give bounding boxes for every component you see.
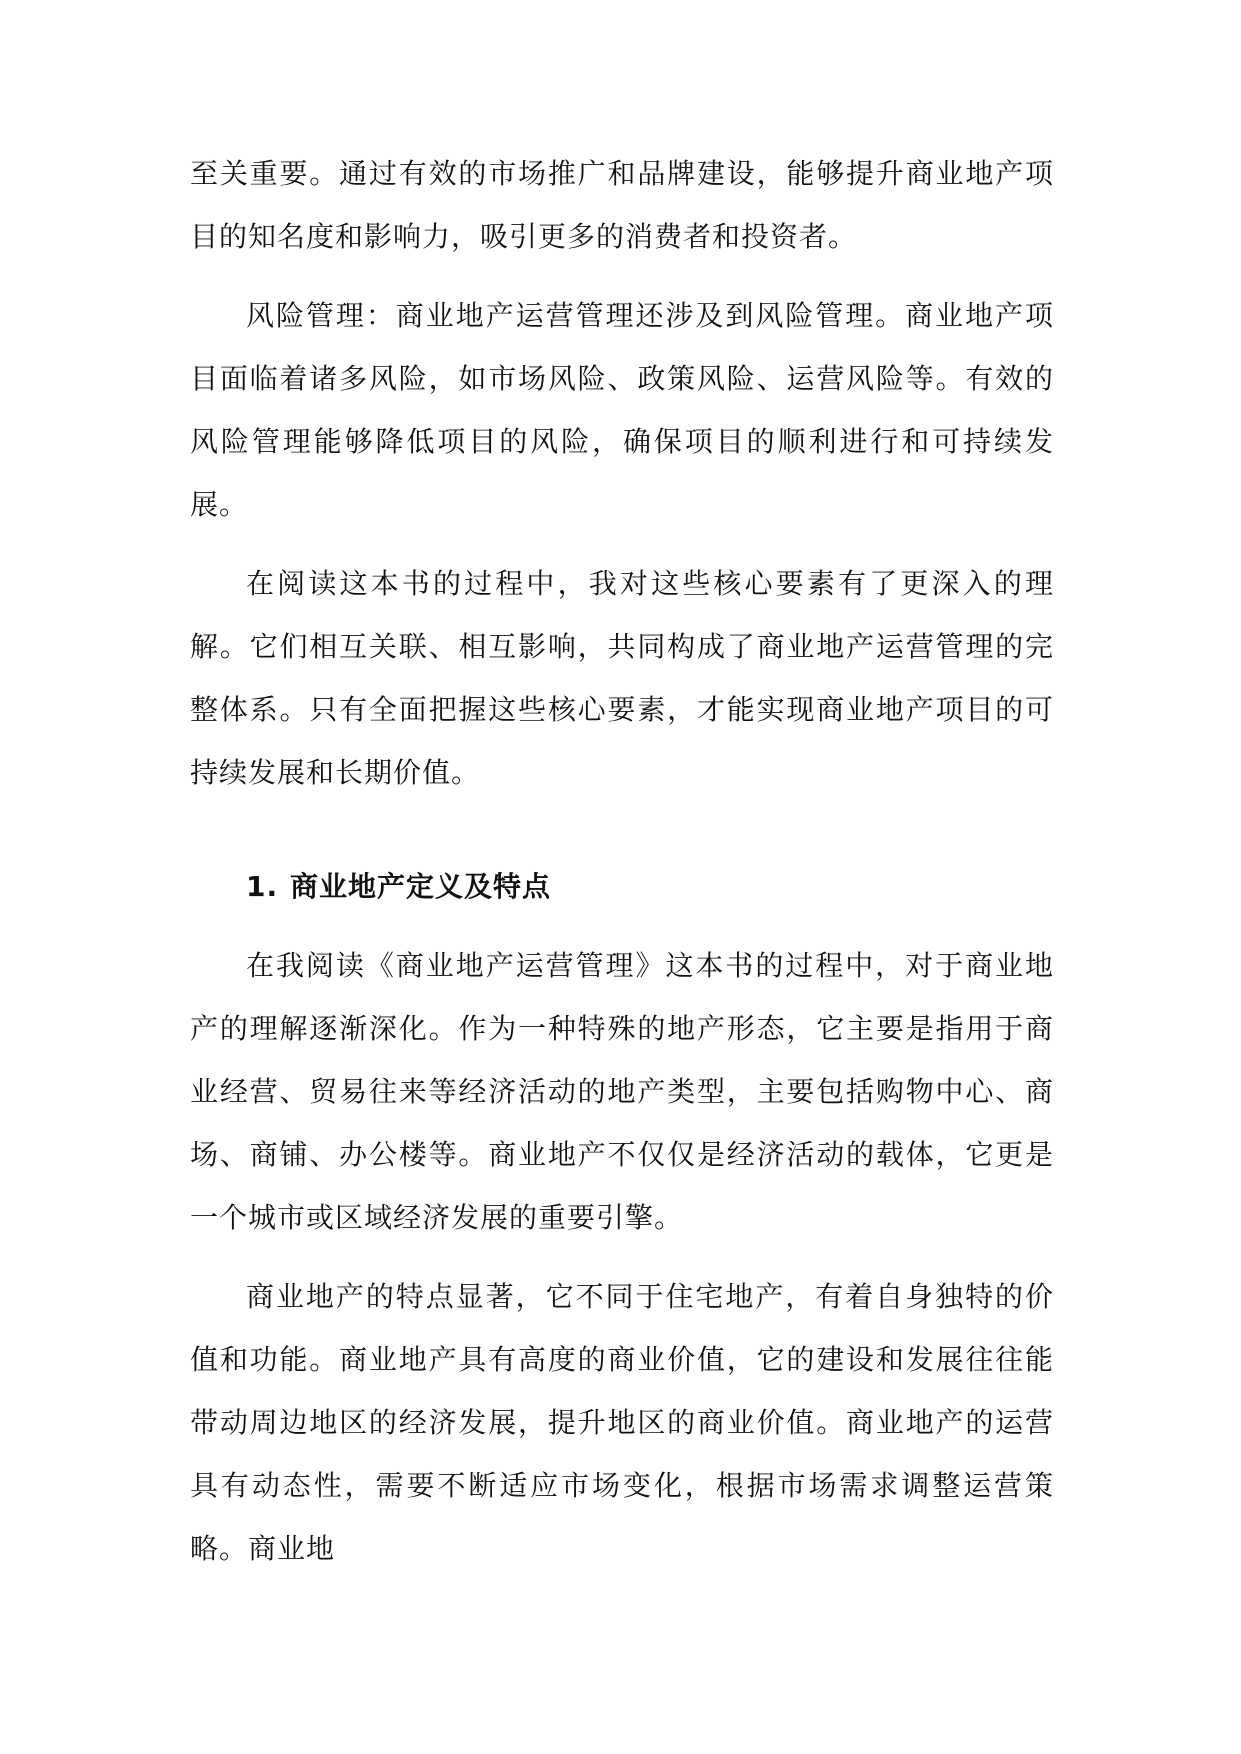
document-body <box>190 142 1054 1596</box>
paragraph-definition: 在我阅读《商业地产运营管理》这本书的过程中，对于商业地产的理解逐渐深化。作为一种特殊的地产形态，它主要是指用于商业经营、贸易往来等经济活动的地产类型，主要包括购物中心、商场、商铺、办公楼等。商业地产不仅仅是经济活动的载体，它更是一个城市或区域经济发展的重要引擎。 <box>190 949 1054 1234</box>
paragraph-risk-management: 风险管理：商业地产运营管理还涉及到风险管理。商业地产项目面临着诸多风险，如市场风险、政策风险、运营风险等。有效的风险管理能够降低项目的风险，确保项目的顺利进行和可持续发展。 <box>190 299 1054 521</box>
paragraph-continuation: 至关重要。通过有效的市场推广和品牌建设，能够提升商业地产项目的知名度和影响力，吸引更多的消费者和投资者。 <box>190 157 1054 253</box>
section-number: 1. <box>246 870 279 903</box>
section-title: 商业地产定义及特点 <box>290 870 552 903</box>
paragraph-characteristics: 商业地产的特点显著，它不同于住宅地产，有着自身独特的价值和功能。商业地产具有高度的商业价值，它的建设和发展往往能带动周边地区的经济发展，提升地区的商业价值。商业地产的运营具有动态性，需要不断适应市场变化，根据市场需求调整运营策略。商业地 <box>190 1280 1054 1565</box>
section-heading <box>190 855 1054 918</box>
paragraph-core-elements: 在阅读这本书的过程中，我对这些核心要素有了更深入的理解。它们相互关联、相互影响，共同构成了商业地产运营管理的完整体系。只有全面把握这些核心要素，才能实现商业地产项目的可持续发展和长期价值。 <box>190 567 1054 789</box>
